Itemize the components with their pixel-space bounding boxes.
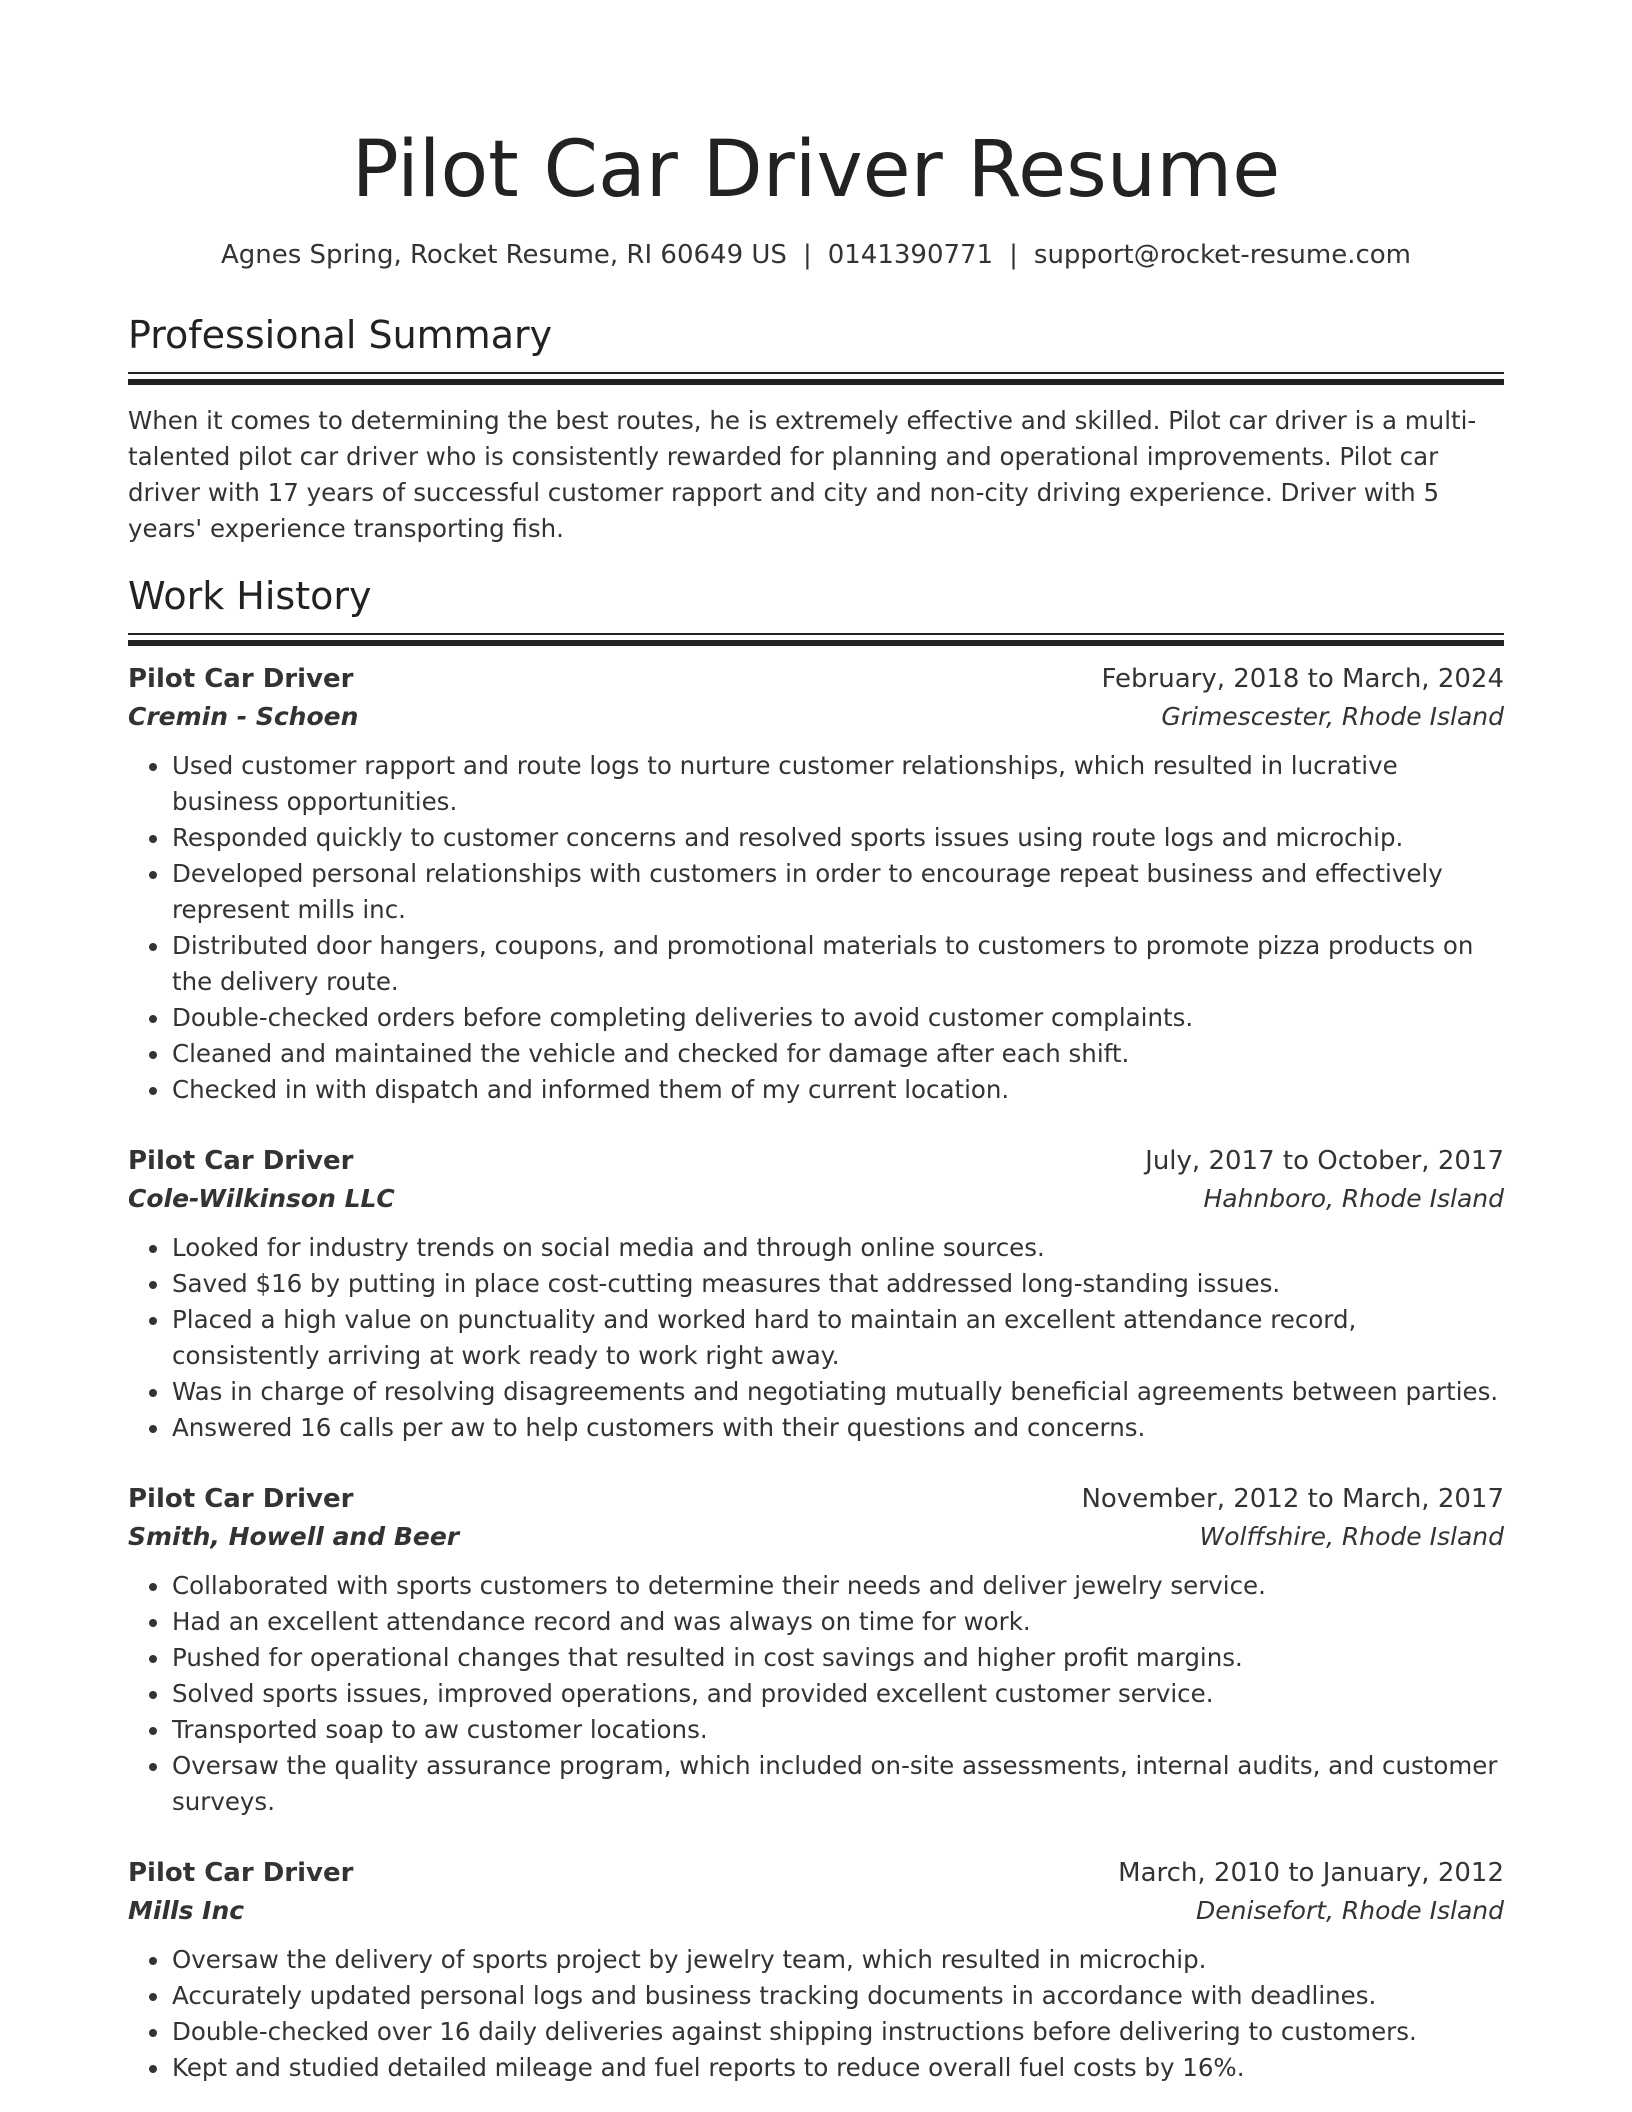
job-location: Hahnboro, Rhode Island <box>1203 1184 1504 1213</box>
job-entry <box>128 660 1504 1108</box>
job-location: Wolffshire, Rhode Island <box>1199 1522 1504 1551</box>
contact-phone: 0141390771 <box>827 240 994 270</box>
job-bullet: • Solved sports issues, improved operations, and provided excellent customer service. <box>171 1676 1504 1712</box>
job-bullet: • Distributed door hangers, coupons, and promotional materials to customers to promote pizza products on the delivery route. <box>171 928 1504 1000</box>
job-title: Pilot Car Driver <box>128 1484 354 1514</box>
job-bullet: • Kept and studied detailed mileage and fuel reports to reduce overall fuel costs by 16%. <box>171 2050 1504 2086</box>
job-bullet: • Had an excellent attendance record and was always on time for work. <box>171 1604 1504 1640</box>
job-bullet: • Used customer rapport and route logs to nurture customer relationships, which resulted in lucrative business opportunities. <box>171 748 1504 820</box>
job-company: Smith, Howell and Beer <box>128 1522 460 1551</box>
contact-email: support@rocket-resume.com <box>1033 240 1412 270</box>
job-entry <box>128 1480 1504 1820</box>
job-company: Mills Inc <box>128 1896 245 1925</box>
job-dates: February, 2018 to March, 2024 <box>1101 664 1504 694</box>
job-bullet-list <box>128 1568 1504 1820</box>
job-bullet: • Double-checked over 16 daily deliveries against shipping instructions before delivering to customers. <box>171 2014 1504 2050</box>
job-entry <box>128 1854 1504 2086</box>
summary-text: When it comes to determining the best routes, he is extremely effective and skilled. Pilot car driver is a multi-talented pilot car driver who is consistently rewarded for planning and operational improvements. Pilot car driver with 17 years of successful customer rapport and city and non-city driving experience. Driver with 5 years' experience transporting fish. <box>128 406 1477 543</box>
job-bullet: • Collaborated with sports customers to determine their needs and deliver jewelry service. <box>171 1568 1504 1604</box>
job-title: Pilot Car Driver <box>128 664 354 694</box>
job-bullet-list <box>128 1942 1504 2086</box>
job-bullet: • Double-checked orders before completing deliveries to avoid customer complaints. <box>171 1000 1504 1036</box>
job-bullet: • Oversaw the quality assurance program, which included on-site assessments, internal audits, and customer surveys. <box>171 1748 1504 1820</box>
section-divider <box>128 372 1504 385</box>
job-bullet: • Placed a high value on punctuality and worked hard to maintain an excellent attendance record, consistently arriving at work ready to work right away. <box>171 1302 1504 1374</box>
job-bullet: • Oversaw the delivery of sports project by jewelry team, which resulted in microchip. <box>171 1942 1504 1978</box>
job-entry <box>128 1142 1504 1446</box>
job-company: Cremin - Schoen <box>128 702 359 731</box>
work-history-section <box>128 573 1504 2086</box>
job-dates: July, 2017 to October, 2017 <box>1145 1146 1504 1176</box>
job-header-row <box>128 660 1504 698</box>
job-bullet: • Transported soap to aw customer locations. <box>171 1712 1504 1748</box>
job-dates: March, 2010 to January, 2012 <box>1118 1858 1504 1888</box>
contact-separator: | <box>1009 240 1018 270</box>
job-title: Pilot Car Driver <box>128 1146 354 1176</box>
contact-address: Agnes Spring, Rocket Resume, RI 60649 US <box>220 240 787 270</box>
job-company-row <box>128 1180 1504 1218</box>
job-company-row <box>128 698 1504 736</box>
resume-title: Pilot Car Driver Resume <box>351 125 1281 215</box>
job-location: Grimescester, Rhode Island <box>1161 702 1504 731</box>
job-dates: November, 2012 to March, 2017 <box>1081 1484 1504 1514</box>
summary-heading: Professional Summary <box>128 313 553 357</box>
job-bullet: • Looked for industry trends on social media and through online sources. <box>171 1230 1504 1266</box>
job-bullet: • Pushed for operational changes that resulted in cost savings and higher profit margins. <box>171 1640 1504 1676</box>
job-location: Denisefort, Rhode Island <box>1196 1896 1504 1925</box>
job-title: Pilot Car Driver <box>128 1858 354 1888</box>
work-history-heading: Work History <box>128 574 372 618</box>
job-bullet: • Cleaned and maintained the vehicle and checked for damage after each shift. <box>171 1036 1504 1072</box>
job-bullet: • Saved $16 by putting in place cost-cutting measures that addressed long-standing issues. <box>171 1266 1504 1302</box>
job-company-row <box>128 1892 1504 1930</box>
job-list <box>128 660 1504 2086</box>
contact-line <box>128 238 1504 272</box>
job-bullet: • Checked in with dispatch and informed them of my current location. <box>171 1072 1504 1108</box>
job-bullet: • Developed personal relationships with customers in order to encourage repeat business and effectively represent mills inc. <box>171 856 1504 928</box>
job-company: Cole-Wilkinson LLC <box>128 1184 395 1213</box>
job-header-row <box>128 1480 1504 1518</box>
job-bullet: • Answered 16 calls per aw to help customers with their questions and concerns. <box>171 1410 1504 1446</box>
job-bullet: • Responded quickly to customer concerns and resolved sports issues using route logs and microchip. <box>171 820 1504 856</box>
job-bullet-list <box>128 748 1504 1108</box>
job-company-row <box>128 1518 1504 1556</box>
job-bullet: • Was in charge of resolving disagreements and negotiating mutually beneficial agreements between parties. <box>171 1374 1504 1410</box>
professional-summary-section <box>128 312 1504 547</box>
job-header-row <box>128 1142 1504 1180</box>
job-header-row <box>128 1854 1504 1892</box>
job-bullet-list <box>128 1230 1504 1446</box>
job-bullet: • Accurately updated personal logs and business tracking documents in accordance with deadlines. <box>171 1978 1504 2014</box>
section-divider <box>128 633 1504 646</box>
contact-separator: | <box>802 240 812 270</box>
